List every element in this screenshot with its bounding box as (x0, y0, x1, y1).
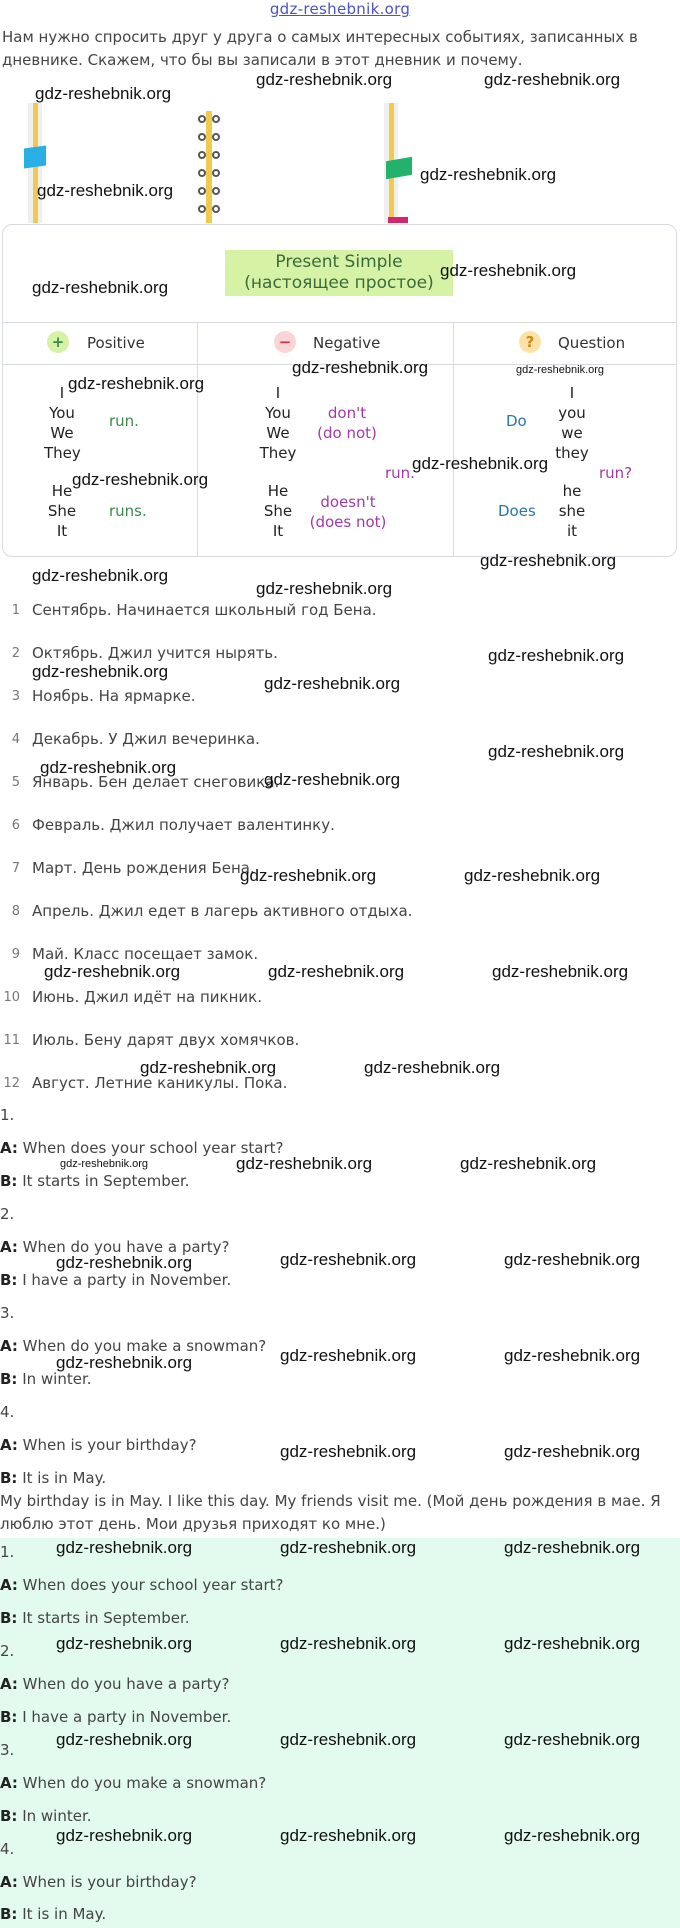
watermark: gdz-reshebnik.org (35, 84, 172, 103)
watermark: gdz-reshebnik.org (488, 646, 625, 665)
grammar-title (225, 250, 453, 296)
watermark: gdz-reshebnik.org (480, 551, 617, 570)
watermark: gdz-reshebnik.org (280, 1346, 417, 1365)
dialog-number: 1. (0, 1543, 15, 1561)
watermark: gdz-reshebnik.org (240, 866, 377, 885)
watermark: gdz-reshebnik.org (280, 1730, 417, 1749)
dialog-number: 4. (0, 1840, 15, 1858)
dialog-line-a: A: When does your school year start? (0, 1576, 284, 1594)
dialog-number: 2. (0, 1642, 15, 1660)
minus-icon: − (274, 331, 296, 353)
question-pronouns-1: I you we they (555, 384, 589, 462)
watermark: gdz-reshebnik.org (460, 1154, 597, 1173)
watermark: gdz-reshebnik.org (504, 1442, 641, 1461)
question-aux-1: Do (506, 412, 527, 430)
watermark: gdz-reshebnik.org (488, 742, 625, 761)
watermark: gdz-reshebnik.org (464, 866, 601, 885)
dialog-line-b: B: It starts in September. (0, 1172, 190, 1190)
watermark: gdz-reshebnik.org (504, 1250, 641, 1269)
question-icon: ? (519, 331, 541, 353)
negative-verb: run. (385, 464, 415, 482)
watermark: gdz-reshebnik.org (292, 358, 429, 377)
dialog-number: 1. (0, 1106, 15, 1124)
watermark: gdz-reshebnik.org (504, 1826, 641, 1845)
notebook-illustration (14, 103, 664, 223)
dialog-number: 4. (0, 1403, 15, 1421)
dialog-line-a: A: When do you have a party? (0, 1675, 230, 1693)
watermark: gdz-reshebnik.org (32, 662, 169, 681)
positive-verb-2: runs. (109, 502, 147, 520)
watermark: gdz-reshebnik.org (420, 165, 557, 184)
watermark: gdz-reshebnik.org (280, 1442, 417, 1461)
table-divider (2, 322, 677, 323)
watermark: gdz-reshebnik.org (56, 1538, 193, 1557)
grammar-title-line1: Present Simple (275, 252, 403, 272)
negative-aux-1: don't (do not) (317, 404, 377, 442)
watermark: gdz-reshebnik.org (268, 962, 405, 981)
watermark: gdz-reshebnik.org (256, 579, 393, 598)
watermark: gdz-reshebnik.org (280, 1538, 417, 1557)
column-negative: Negative (313, 334, 381, 352)
watermark: gdz-reshebnik.org (504, 1538, 641, 1557)
grammar-title-line2: (настоящее простое) (244, 273, 434, 293)
watermark: gdz-reshebnik.org (60, 1158, 149, 1170)
watermark: gdz-reshebnik.org (56, 1730, 193, 1749)
watermark: gdz-reshebnik.org (484, 70, 621, 89)
positive-pronouns-1: I You We They (44, 384, 81, 462)
watermark: gdz-reshebnik.org (72, 470, 209, 489)
green-tab (386, 157, 412, 180)
blue-tab (24, 145, 46, 168)
watermark: gdz-reshebnik.org (264, 674, 401, 693)
watermark: gdz-reshebnik.org (280, 1826, 417, 1845)
dialog-line-a: A: When does your school year start? (0, 1139, 284, 1157)
dialog-line-b: B: In winter. (0, 1807, 92, 1825)
watermark: gdz-reshebnik.org (256, 70, 393, 89)
watermark: gdz-reshebnik.org (492, 962, 629, 981)
watermark: gdz-reshebnik.org (44, 962, 181, 981)
watermark: gdz-reshebnik.org (504, 1346, 641, 1365)
dialog-line-b: B: It is in May. (0, 1469, 107, 1487)
dialog-line-a: A: When is your birthday? (0, 1873, 197, 1891)
dialog-line-b: B: In winter. (0, 1370, 92, 1388)
dialog-line-a: A: When is your birthday? (0, 1436, 197, 1454)
intro-text: Нам нужно спросить друг у друга о самых интересных событиях, записанных в дневнике. Скажем, что бы вы записали в этот дневник и почему. (2, 28, 638, 69)
watermark: gdz-reshebnik.org (140, 1058, 277, 1077)
column-divider (453, 322, 454, 557)
watermark: gdz-reshebnik.org (280, 1634, 417, 1653)
plus-icon: + (47, 331, 69, 353)
positive-pronouns-2: He She It (47, 482, 77, 540)
negative-aux-2: doesn't (does not) (309, 493, 387, 531)
watermark: gdz-reshebnik.org (440, 261, 577, 280)
dialog-line-b: B: It starts in September. (0, 1609, 190, 1627)
question-pronouns-2: he she it (558, 482, 586, 540)
column-question: Question (558, 334, 626, 352)
watermark: gdz-reshebnik.org (516, 364, 605, 376)
watermark: gdz-reshebnik.org (56, 1353, 193, 1372)
watermark: gdz-reshebnik.org (504, 1730, 641, 1749)
watermark: gdz-reshebnik.org (236, 1154, 373, 1173)
birthday-paragraph: My birthday is in May. I like this day. My friends visit me. (Мой день рождения в мае. Я люблю этот день. Мои друзья приходят ко мне.) (0, 1492, 661, 1533)
dialog-line-a: A: When do you have a party? (0, 1238, 230, 1256)
watermark: gdz-reshebnik.org (32, 566, 169, 585)
column-divider (197, 322, 198, 557)
dialog-line-b: B: I have a party in November. (0, 1271, 232, 1289)
dialog-number: 3. (0, 1304, 15, 1322)
question-verb: run? (599, 464, 633, 482)
negative-pronouns-2: He She It (263, 482, 293, 540)
watermark: gdz-reshebnik.org (264, 770, 401, 789)
watermark: gdz-reshebnik.org (364, 1058, 501, 1077)
watermark: gdz-reshebnik.org (56, 1634, 193, 1653)
question-aux-2: Does (498, 502, 536, 520)
watermark: gdz-reshebnik.org (32, 278, 169, 297)
watermark: gdz-reshebnik.org (280, 1250, 417, 1269)
negative-pronouns-1: I You We They (259, 384, 297, 462)
watermark: gdz-reshebnik.org (37, 181, 174, 200)
watermark: gdz-reshebnik.org (504, 1634, 641, 1653)
site-title[interactable]: gdz-reshebnik.org (269, 0, 411, 18)
dialog-line-a: A: When do you make a snowman? (0, 1774, 267, 1792)
watermark: gdz-reshebnik.org (412, 454, 549, 473)
watermark: gdz-reshebnik.org (56, 1826, 193, 1845)
positive-verb-1: run. (109, 412, 139, 430)
dialog-number: 3. (0, 1741, 15, 1759)
column-positive: Positive (87, 334, 145, 352)
watermark: gdz-reshebnik.org (56, 1253, 193, 1272)
dialog-line-a: A: When do you make a snowman? (0, 1337, 267, 1355)
dialog-number: 2. (0, 1205, 15, 1223)
pink-tab (388, 217, 408, 223)
watermark: gdz-reshebnik.org (68, 374, 205, 393)
spiral-rings (194, 111, 224, 223)
watermark: gdz-reshebnik.org (40, 758, 177, 777)
dialog-line-b: B: It is in May. (0, 1905, 107, 1923)
dialog-line-b: B: I have a party in November. (0, 1708, 232, 1726)
